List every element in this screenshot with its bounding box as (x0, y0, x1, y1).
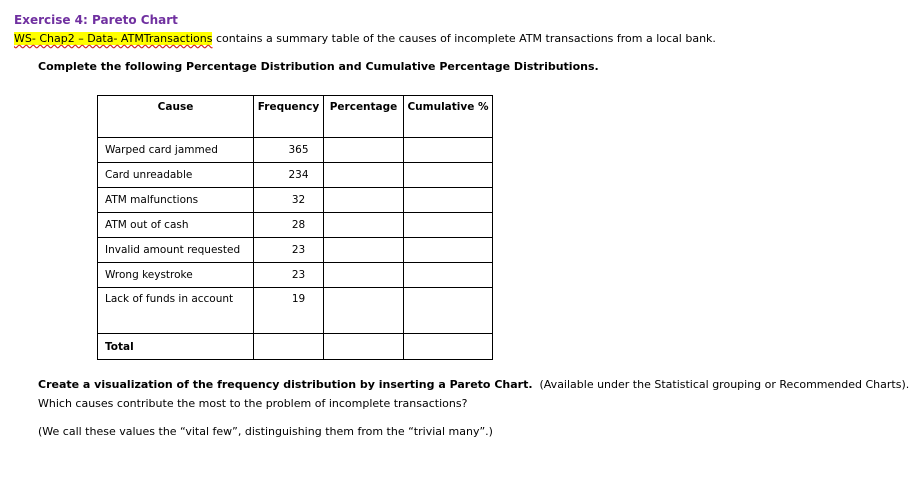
frequency-cell: 23 (254, 238, 324, 263)
table-row (98, 238, 493, 263)
percentage-cell[interactable] (324, 163, 404, 188)
visualization-rest-text: (Available under the Statistical grouping or Recommended Charts). (532, 378, 910, 391)
percentage-cell[interactable] (324, 138, 404, 163)
cause-cell: Warped card jammed (98, 138, 254, 163)
percentage-cell[interactable] (324, 238, 404, 263)
intro-text: contains a summary table of the causes of incomplete ATM transactions from a local bank. (212, 32, 716, 45)
visualization-bold-text: Create a visualization of the frequency distribution by inserting a Pareto Chart. (38, 378, 533, 391)
table-header-row (98, 96, 493, 138)
cumulative-cell[interactable] (404, 138, 493, 163)
table-row (98, 263, 493, 288)
total-row (98, 334, 493, 360)
cause-cell: ATM out of cash (98, 213, 254, 238)
table-row (98, 188, 493, 213)
cumulative-cell[interactable] (404, 238, 493, 263)
table-row (98, 213, 493, 238)
percentage-cell[interactable] (324, 288, 404, 334)
cause-cell: Wrong keystroke (98, 263, 254, 288)
header-percentage: Percentage (324, 96, 404, 138)
frequency-cell: 365 (254, 138, 324, 163)
cause-cell: Invalid amount requested (98, 238, 254, 263)
cause-cell: Card unreadable (98, 163, 254, 188)
instruction-text: Complete the following Percentage Distribution and Cumulative Percentage Distributions. (38, 60, 599, 73)
question-text: Which causes contribute the most to the problem of incomplete transactions? (38, 397, 468, 410)
cumulative-cell[interactable] (404, 213, 493, 238)
cause-cell: ATM malfunctions (98, 188, 254, 213)
total-frequency-cell[interactable] (254, 334, 324, 360)
table-row (98, 288, 493, 334)
cumulative-cell[interactable] (404, 263, 493, 288)
distribution-table (97, 95, 493, 360)
frequency-cell: 32 (254, 188, 324, 213)
note-text: (We call these values the “vital few”, distinguishing them from the “trivial many”.) (38, 425, 493, 438)
intro-paragraph (14, 32, 716, 45)
visualization-instruction (38, 378, 909, 391)
total-label: Total (98, 334, 254, 360)
data-file-link[interactable]: WS- Chap2 – Data- ATMTransactions (14, 32, 213, 45)
cumulative-cell[interactable] (404, 188, 493, 213)
cause-cell: Lack of funds in account (98, 288, 254, 334)
total-percentage-cell[interactable] (324, 334, 404, 360)
exercise-title: Exercise 4: Pareto Chart (14, 13, 178, 27)
percentage-cell[interactable] (324, 213, 404, 238)
frequency-cell: 234 (254, 163, 324, 188)
header-cumulative: Cumulative % (404, 96, 493, 138)
table-row (98, 163, 493, 188)
frequency-cell: 28 (254, 213, 324, 238)
table-row (98, 138, 493, 163)
header-frequency: Frequency (254, 96, 324, 138)
cumulative-cell[interactable] (404, 163, 493, 188)
percentage-cell[interactable] (324, 188, 404, 213)
frequency-cell: 19 (254, 288, 324, 334)
cumulative-cell[interactable] (404, 288, 493, 334)
total-cumulative-cell[interactable] (404, 334, 493, 360)
percentage-cell[interactable] (324, 263, 404, 288)
frequency-cell: 23 (254, 263, 324, 288)
header-cause: Cause (98, 96, 254, 138)
